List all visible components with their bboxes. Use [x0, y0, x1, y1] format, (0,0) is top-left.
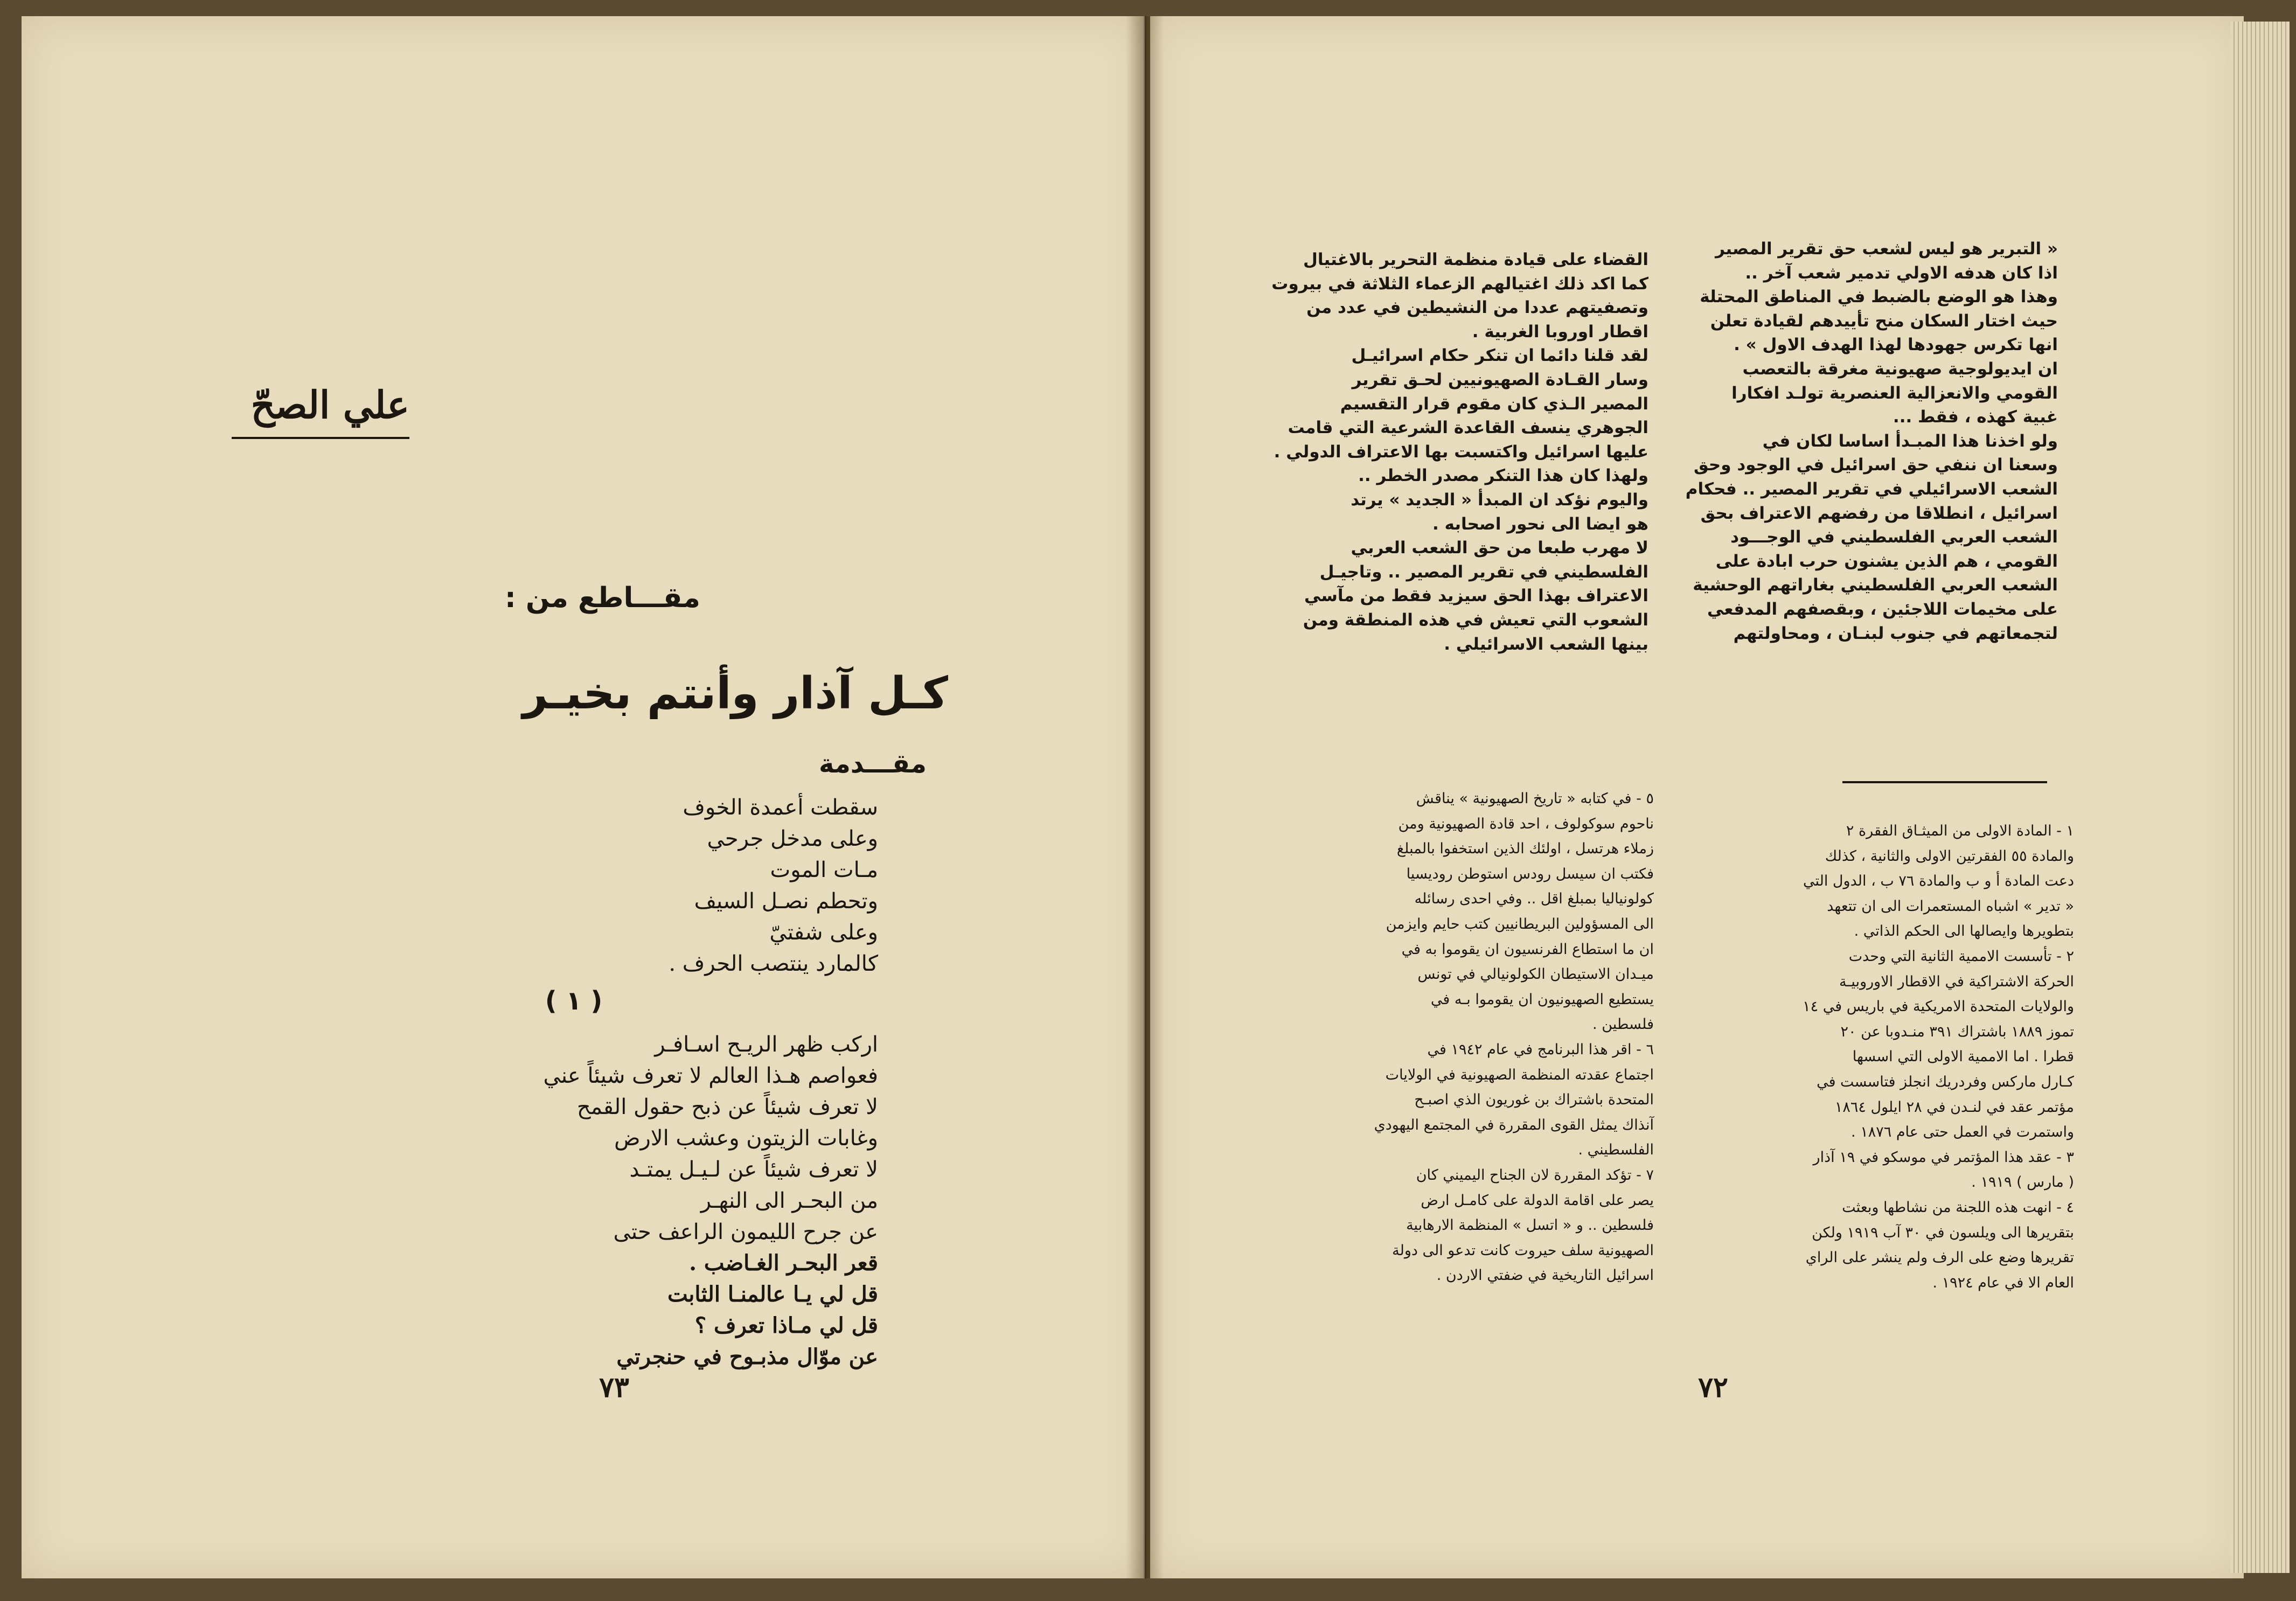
text-line: القومي ، هم الذين يشنون حرب ابادة على: [1715, 551, 2058, 571]
page-number-left: ٧٣: [599, 1371, 629, 1404]
text-line: غبية كهذه ، فقط ...: [1893, 407, 2058, 427]
excerpt-label: مقـــاطع من :: [505, 582, 700, 614]
footnote-line: الصهيونية سلف حيروت كانت تدعو الى دولة: [1392, 1242, 1654, 1259]
section-marker: ( ١ ): [545, 986, 603, 1016]
right-footnotes: [1686, 819, 2074, 1296]
text-line: « التبرير هو ليس لشعب حق تقرير المصير: [1715, 239, 2058, 259]
text-line: الجوهري ينسف القاعدة الشرعية التي قامت: [1288, 418, 1648, 438]
text-line: اقطار اوروبا الغربية .: [1472, 322, 1648, 342]
poem-line: سقطت أعمدة الخوف: [683, 795, 878, 820]
poem-line: من البحـر الى النهـر: [700, 1188, 878, 1213]
footnote-line: زملاء هرتسل ، اولئك الذين استخفوا بالمبلغ: [1396, 840, 1654, 858]
footnote-line: الفلسطيني .: [1578, 1141, 1654, 1159]
footnote-line: كولونياليا بمبلغ اقل .. وفي احدى رسائله: [1414, 890, 1654, 908]
footnote-line: تقريرها وضع على الرف ولم ينشر على الراي: [1805, 1249, 2074, 1266]
footnote-line: ٣ - عقد هذا المؤتمر في موسكو في ١٩ آذار: [1813, 1148, 2074, 1166]
footnote-line: والولايات المتحدة الامريكية في باريس في ١٤: [1803, 998, 2074, 1015]
text-line: وهذا هو الوضع بالضبط في المناطق المحتلة: [1700, 287, 2058, 307]
text-line: ولهذا كان هذا التنكر مصدر الخطر ..: [1358, 466, 1648, 486]
text-line: الشعوب التي تعيش في هذه المنطقة ومن: [1303, 610, 1648, 630]
text-line: وسار القـادة الصهيونيين لحـق تقرير: [1352, 370, 1648, 389]
text-line: الاعتراف بهذا الحق سيزيد فقط من مآسي: [1304, 586, 1648, 606]
text-line: واليوم نؤكد ان المبدأ « الجديد » يرتد: [1351, 490, 1648, 510]
poem-line: وتحطم نصـل السيف: [694, 889, 878, 914]
text-line: لا مهرب طبعا من حق الشعب العربي: [1351, 538, 1648, 558]
poem-line: وعلى شفتيّ: [769, 920, 878, 945]
footnote-line: اجتماع عقدته المنظمة الصهيونية في الولايات: [1385, 1066, 1654, 1083]
poem-line: كالمارد ينتصب الحرف .: [669, 951, 878, 976]
footnote-line: دعت المادة أ و ب والمادة ٧٦ ب ، الدول التي: [1803, 873, 2074, 890]
text-line: لقد قلنا دائما ان تنكر حكام اسرائيـل: [1351, 346, 1648, 366]
footnote-line: قطرا . اما الاممية الاولى التي اسسها: [1852, 1048, 2074, 1066]
footnote-divider: [1842, 781, 2047, 783]
footnote-line: يصر على اقامة الدولة على كامـل ارض: [1421, 1192, 1654, 1209]
section-stanza: [409, 1029, 878, 1373]
intro-stanza: [409, 792, 878, 979]
text-line: كما اكد ذلك اغتيالهم الزعماء الثلاثة في بيروت: [1271, 274, 1648, 294]
poem-line: عن موّال مذبـوح في حنجرتي: [616, 1344, 878, 1369]
text-line: اسرائيل ، انطلاقا من رفضهم الاعتراف بحق: [1700, 503, 2058, 523]
footnote-line: فكتب ان سيسل رودس استوطن روديسيا: [1406, 865, 1654, 882]
text-line: هو ايضا الى نحور اصحابه .: [1432, 514, 1648, 534]
footnote-line: والمادة ٥٥ الفقرتين الاولى والثانية ، كذلك: [1825, 847, 2074, 865]
right-text-column: [1686, 237, 2058, 645]
footnote-line: فلسطين .. و « اتسل » المنظمة الارهابية: [1406, 1217, 1654, 1234]
poem-title: كـل آذار وأنتم بخيـر: [522, 668, 948, 719]
footnote-line: المتحدة باشتراك بن غوريون الذي اصبـح: [1414, 1091, 1654, 1109]
text-line: الفلسطيني في تقرير المصير .. وتاجيـل: [1319, 562, 1648, 582]
text-line: القومي والانعزالية العنصرية تولـد افكارا: [1731, 383, 2058, 403]
footnote-line: ميـدان الاستيطان الكولونيالي في تونس: [1417, 966, 1654, 983]
poem-line: لا تعرف شيئاً عن لـيـل يمتـد: [629, 1157, 878, 1182]
footnote-line: ١ - المادة الاولى من الميثـاق الفقرة ٢: [1846, 823, 2074, 839]
book-spine: [1126, 16, 1164, 1578]
footnote-line: ٥ - في كتابه « تاريخ الصهيونية » يناقش: [1416, 790, 1654, 807]
poem-line: قعر البحـر الغـاضب .: [689, 1250, 878, 1276]
poem-line: مـات الموت: [770, 858, 878, 882]
footnote-line: يستطيع الصهيونيون ان يقوموا بـه في: [1430, 991, 1654, 1008]
text-line: المصير الـذي كان مقوم قرار التقسيم: [1340, 394, 1648, 414]
text-line: وتصفيتهم عددا من النشيطين في عدد من: [1306, 298, 1648, 318]
poem-line: قل لي يـا عالمنـا الثابت: [667, 1282, 878, 1307]
footnote-line: مؤتمر عقد في لنـدن في ٢٨ ايلول ١٨٦٤: [1834, 1098, 2074, 1116]
text-line: اذا كان هدفه الاولي تدمير شعب آخر ..: [1745, 263, 2058, 283]
footnote-line: الحركة الاشتراكية في الاقطار الاوروبيـة: [1839, 973, 2074, 990]
poem-line: فعواصم هـذا العالم لا تعرف شيئاً عني: [543, 1063, 878, 1088]
text-line: الشعب العربي الفلسطيني في الوجـــود: [1730, 527, 2058, 547]
text-line: انها تكرس جهودها لهذا الهدف الاول » .: [1734, 335, 2058, 355]
footnote-line: ( مارس ) ١٩١٩ .: [1971, 1174, 2074, 1191]
text-line: الشعب العربي الفلسطيني بغاراتهم الوحشية: [1693, 575, 2058, 595]
text-line: ان ايديولوجية صهيونية مغرقة بالتعصب: [1742, 359, 2058, 379]
footnote-line: ٢ - تأسست الاممية الثانية التي وحدت: [1848, 948, 2074, 965]
text-line: لتجمعاتهم في جنوب لبنـان ، ومحاولتهم: [1733, 623, 2058, 643]
intro-heading: مقـــدمة: [818, 749, 927, 779]
poem-line: عن جرح الليمون الراعف حتى: [613, 1220, 878, 1244]
text-line: الشعب الاسرائيلي في تقرير المصير .. فحكام: [1685, 479, 2058, 499]
footnote-line: اسرائيل التاريخية في ضفتي الاردن .: [1436, 1267, 1654, 1284]
footnote-line: فلسطين .: [1592, 1016, 1654, 1033]
footnote-line: ٧ - تؤكد المقررة لان الجناح اليميني كان: [1416, 1166, 1654, 1184]
footnote-line: « تدير » اشباه المستعمرات الى ان تتعهد: [1827, 897, 2074, 915]
text-line: وسعنا ان ننفي حق اسرائيل في الوجود وحق: [1693, 455, 2058, 475]
text-line: القضاء على قيادة منظمة التحرير بالاغتيال: [1303, 250, 1648, 269]
text-line: حيث اختار السكان منح تأييدهم لقيادة تعلن: [1710, 311, 2058, 331]
poem-line: لا تعرف شيئاً عن ذبح حقول القمح: [576, 1095, 878, 1119]
footnote-line: تموز ١٨٨٩ باشتراك ٣٩١ منـدوبا عن ٢٠: [1840, 1023, 2074, 1040]
footnote-line: ٦ - اقر هذا البرنامج في عام ١٩٤٢ في: [1427, 1041, 1654, 1058]
footnote-line: العام الا في عام ١٩٢٤ .: [1932, 1274, 2074, 1291]
poem-line: قل لي مـاذا تعرف ؟: [694, 1313, 878, 1338]
footnote-line: ان ما استطاع الفرنسيون ان يقوموا به في: [1401, 941, 1654, 958]
text-line: عليها اسرائيل واكتسبت بها الاعتراف الدولي .: [1274, 442, 1648, 462]
footnote-line: كـارل ماركس وفردريك انجلز فتاسست في: [1817, 1073, 2074, 1090]
left-footnotes: [1288, 786, 1654, 1289]
footnote-line: الى المسؤولين البريطانيين كتب حايم وايزمن: [1386, 915, 1654, 932]
author-name: علي الصحّ: [232, 382, 409, 439]
text-line: بينها الشعب الاسرائيلي .: [1444, 634, 1648, 654]
page-number-right: ٧٢: [1698, 1371, 1728, 1404]
footnote-line: ٤ - انهت هذه اللجنة من نشاطها وبعثت: [1842, 1199, 2074, 1216]
text-line: على مخيمات اللاجئين ، وبقصفهم المدفعي: [1707, 599, 2058, 619]
footnote-line: بتطويرها وايصالها الى الحكم الذاتي .: [1854, 923, 2074, 940]
footnote-line: بتقريرها الى ويلسون في ٣٠ آب ١٩١٩ ولكن: [1812, 1224, 2074, 1241]
poem-line: اركب ظهر الريـح اسـافـر: [655, 1032, 878, 1057]
left-text-column: [1271, 248, 1648, 656]
footnote-line: واستمرت في العمل حتى عام ١٨٧٦ .: [1851, 1124, 2074, 1141]
poem-line: وعلى مدخل جرحي: [707, 826, 878, 851]
footnote-line: ناحوم سوكولوف ، احد قادة الصهيونية ومن: [1398, 815, 1654, 832]
poem-line: وغابات الزيتون وعشب الارض: [614, 1126, 878, 1151]
page-edges: [2230, 22, 2290, 1573]
text-line: ولو اخذنا هذا المبـدأ اساسا لكان في: [1762, 431, 2058, 451]
footnote-line: آنذاك يمثل القوى المقررة في المجتمع اليهودي: [1374, 1116, 1654, 1133]
